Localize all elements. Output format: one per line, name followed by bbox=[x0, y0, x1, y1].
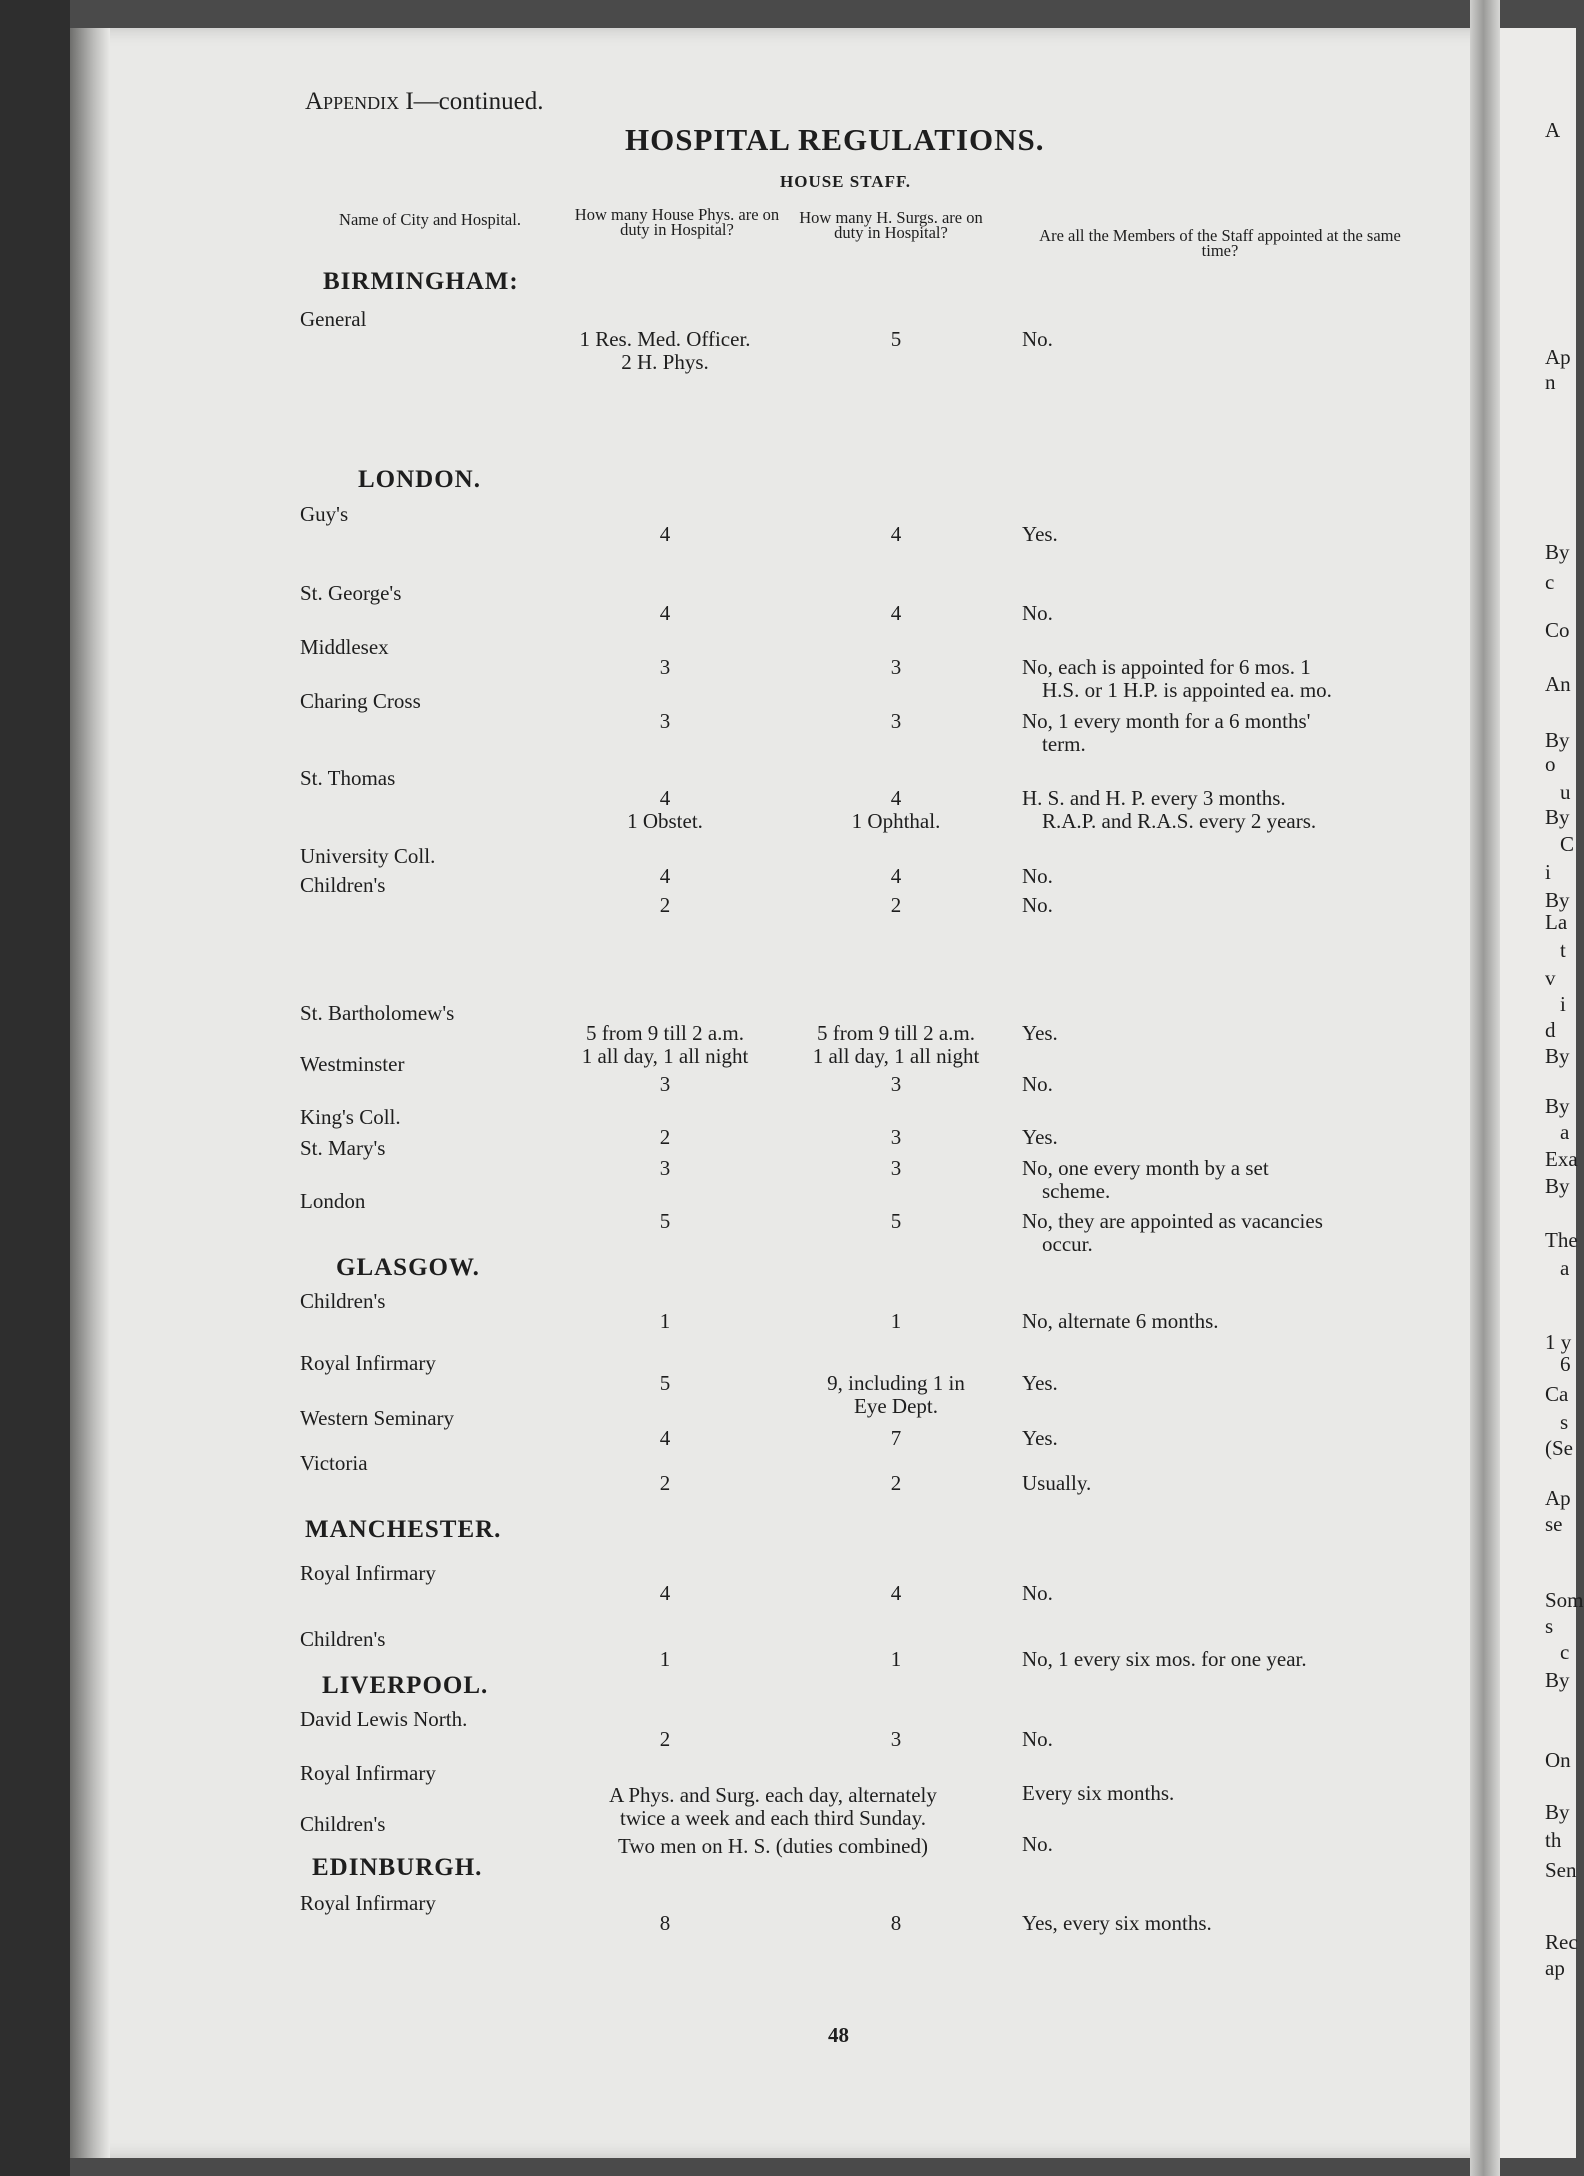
hospital-name: University Coll. bbox=[300, 844, 436, 868]
appointment-answer: No, they are appointed as vacancies bbox=[1022, 1209, 1323, 1233]
right-page-fragment: By bbox=[1545, 728, 1570, 752]
right-page-fragment: An bbox=[1545, 672, 1571, 696]
book-spine bbox=[0, 0, 70, 2176]
right-page-fragment: By bbox=[1545, 1094, 1570, 1118]
hospital-name: St. Thomas bbox=[300, 766, 396, 790]
house-surg-count: 1 bbox=[890, 1309, 902, 1333]
house-phys-count: 5 bbox=[659, 1209, 671, 1233]
house-surg-count: 3 bbox=[890, 1156, 902, 1180]
right-page-fragment: n bbox=[1545, 370, 1556, 394]
house-surg-count: 1 bbox=[890, 1647, 902, 1671]
appointment-answer: Yes. bbox=[1022, 1021, 1058, 1045]
hospital-name: St. George's bbox=[300, 581, 402, 605]
page-title: HOSPITAL REGULATIONS. bbox=[625, 122, 1045, 157]
right-page-fragment: Ap bbox=[1545, 1486, 1571, 1510]
right-page-fragment: Ap bbox=[1545, 345, 1571, 369]
appendix-suffix: I—continued. bbox=[399, 88, 544, 115]
appointment-answer: No. bbox=[1022, 601, 1053, 625]
right-page-fragment: Co bbox=[1545, 618, 1570, 642]
appointment-answer: No, one every month by a set bbox=[1022, 1156, 1269, 1180]
city-heading-manchester: MANCHESTER. bbox=[305, 1516, 502, 1543]
appointment-answer: Yes, every six months. bbox=[1022, 1911, 1212, 1935]
column-header-staff-appointed: Are all the Members of the Staff appointed at the same time? bbox=[1039, 226, 1401, 260]
right-page-fragment: a bbox=[1560, 1256, 1570, 1280]
house-surg-count: 4 bbox=[890, 1581, 902, 1605]
house-surg-count: 5 bbox=[890, 1209, 902, 1233]
right-page-fragment: 6 bbox=[1560, 1352, 1571, 1376]
right-page-fragment: Rec bbox=[1545, 1930, 1578, 1954]
house-surg-count: 3 bbox=[890, 1727, 902, 1751]
hospital-name: Middlesex bbox=[300, 635, 389, 659]
combined-staff-note: A Phys. and Surg. each day, alternately bbox=[609, 1783, 937, 1807]
appointment-answer: Every six months. bbox=[1022, 1781, 1175, 1805]
house-phys-count: 4 bbox=[659, 601, 671, 625]
appointment-answer: Yes. bbox=[1022, 1125, 1058, 1149]
house-phys-count: 4 bbox=[659, 522, 671, 546]
house-surg-count: 2 bbox=[890, 1471, 902, 1495]
house-phys-count: 8 bbox=[659, 1911, 671, 1935]
appointment-answer-cont: H.S. or 1 H.P. is appointed ea. mo. bbox=[1042, 678, 1332, 702]
appointment-answer: No. bbox=[1022, 1727, 1053, 1751]
right-page-fragment: s bbox=[1545, 1614, 1554, 1638]
hospital-name: Royal Infirmary bbox=[300, 1891, 436, 1915]
house-surg-count: 5 bbox=[890, 327, 902, 351]
house-phys-count: 4 bbox=[659, 1581, 671, 1605]
hospital-name: Victoria bbox=[300, 1451, 368, 1475]
house-surg-count: 4 bbox=[890, 522, 902, 546]
hospital-name: St. Bartholomew's bbox=[300, 1001, 455, 1025]
city-heading-london: LONDON. bbox=[358, 466, 481, 493]
house-phys-count: 1 Res. Med. Officer. bbox=[579, 327, 751, 351]
house-phys-count: 5 from 9 till 2 a.m. bbox=[585, 1021, 745, 1045]
appointment-answer: No. bbox=[1022, 893, 1053, 917]
hospital-name: Children's bbox=[300, 1812, 386, 1836]
appendix-heading bbox=[305, 88, 543, 116]
appointment-answer: Yes. bbox=[1022, 1371, 1058, 1395]
right-page-fragment: Som bbox=[1545, 1588, 1584, 1612]
right-page-fragment: i bbox=[1560, 992, 1566, 1016]
house-surg-count: 7 bbox=[890, 1426, 902, 1450]
house-surg-extra: Eye Dept. bbox=[854, 1394, 938, 1418]
hospital-name: Children's bbox=[300, 873, 386, 897]
house-surg-count: 3 bbox=[890, 1072, 902, 1096]
house-surg-count: 8 bbox=[890, 1911, 902, 1935]
right-page-fragment: s bbox=[1560, 1410, 1569, 1434]
appointment-answer: No, each is appointed for 6 mos. 1 bbox=[1022, 655, 1311, 679]
right-page-fragment: v bbox=[1545, 966, 1556, 990]
combined-staff-note-cont: twice a week and each third Sunday. bbox=[620, 1806, 926, 1830]
right-page-fragment: se bbox=[1545, 1512, 1563, 1536]
right-page-fragment: i bbox=[1545, 860, 1551, 884]
hospital-name: Charing Cross bbox=[300, 689, 421, 713]
column-header-name: Name of City and Hospital. bbox=[339, 210, 521, 229]
house-phys-count: 2 bbox=[659, 1125, 671, 1149]
appointment-answer: Usually. bbox=[1022, 1471, 1092, 1495]
house-phys-count: 2 bbox=[659, 1727, 671, 1751]
house-surg-count: 3 bbox=[890, 655, 902, 679]
right-page-fragment: By bbox=[1545, 1800, 1570, 1824]
right-page-fragment: La bbox=[1545, 910, 1568, 934]
right-page-fragment: By bbox=[1545, 1668, 1570, 1692]
right-page-fragment: ap bbox=[1545, 1956, 1565, 1980]
house-surg-count: 2 bbox=[890, 893, 902, 917]
right-page-fragment: u bbox=[1560, 780, 1571, 804]
appointment-answer: No. bbox=[1022, 1581, 1053, 1605]
house-phys-count: 3 bbox=[659, 655, 671, 679]
house-surg-count: 9, including 1 in bbox=[827, 1371, 965, 1395]
hospital-name: Royal Infirmary bbox=[300, 1561, 436, 1585]
combined-staff-note: Two men on H. S. (duties combined) bbox=[618, 1834, 928, 1858]
right-page-fragment: A bbox=[1545, 118, 1561, 142]
appointment-answer: No, alternate 6 months. bbox=[1022, 1309, 1219, 1333]
right-page-fragment: a bbox=[1560, 1120, 1570, 1144]
right-page-fragment: c bbox=[1545, 570, 1555, 594]
appointment-answer: No. bbox=[1022, 1832, 1053, 1856]
city-heading-glasgow: GLASGOW. bbox=[336, 1254, 480, 1281]
right-page-fragment: (Se bbox=[1545, 1436, 1573, 1460]
hospital-name: Westminster bbox=[300, 1052, 405, 1076]
house-surg-extra: 1 Ophthal. bbox=[851, 809, 941, 833]
city-heading-birmingham: BIRMINGHAM: bbox=[323, 268, 519, 295]
right-page-fragment: th bbox=[1545, 1828, 1562, 1852]
right-page-fragment: C bbox=[1560, 832, 1575, 856]
house-phys-count: 1 bbox=[659, 1309, 671, 1333]
hospital-name: Children's bbox=[300, 1627, 386, 1651]
appointment-answer: H. S. and H. P. every 3 months. bbox=[1022, 786, 1286, 810]
house-surg-count: 4 bbox=[890, 864, 902, 888]
right-page-fragment: By bbox=[1545, 888, 1570, 912]
house-phys-count: 3 bbox=[659, 1156, 671, 1180]
hospital-name: Guy's bbox=[300, 502, 349, 526]
appointment-answer: No, 1 every month for a 6 months' bbox=[1022, 709, 1311, 733]
appointment-answer-cont: R.A.P. and R.A.S. every 2 years. bbox=[1042, 809, 1317, 833]
right-page-fragment: o bbox=[1545, 752, 1556, 776]
house-surg-count: 3 bbox=[890, 709, 902, 733]
house-surg-count: 4 bbox=[890, 601, 902, 625]
hospital-name: St. Mary's bbox=[300, 1136, 386, 1160]
appointment-answer: Yes. bbox=[1022, 1426, 1058, 1450]
hospital-name: Children's bbox=[300, 1289, 386, 1313]
right-page-fragment: t bbox=[1560, 938, 1566, 962]
right-page-fragment: 1 y bbox=[1545, 1330, 1572, 1354]
house-surg-count: 3 bbox=[890, 1125, 902, 1149]
house-phys-count: 2 bbox=[659, 1471, 671, 1495]
right-page-fragment: On bbox=[1545, 1748, 1571, 1772]
hospital-name: Western Seminary bbox=[300, 1406, 455, 1430]
right-page-fragment: Sen bbox=[1545, 1858, 1577, 1882]
appointment-answer-cont: occur. bbox=[1042, 1232, 1093, 1256]
column-header-house-phys: How many House Phys. are on duty in Hospital? bbox=[574, 205, 780, 239]
house-phys-extra: 2 H. Phys. bbox=[621, 350, 709, 374]
hospital-name: King's Coll. bbox=[300, 1105, 401, 1129]
house-phys-count: 4 bbox=[659, 864, 671, 888]
section-subtitle: HOUSE STAFF. bbox=[780, 172, 912, 191]
appendix-prefix: Appendix bbox=[305, 88, 400, 115]
hospital-name: Royal Infirmary bbox=[300, 1351, 436, 1375]
appointment-answer-cont: scheme. bbox=[1042, 1179, 1111, 1203]
right-page-fragment: By bbox=[1545, 1174, 1570, 1198]
house-phys-extra: 1 Obstet. bbox=[627, 809, 703, 833]
house-surg-count: 5 from 9 till 2 a.m. bbox=[816, 1021, 976, 1045]
page-edge-shadow bbox=[70, 28, 110, 2158]
page-number: 48 bbox=[828, 2023, 849, 2047]
hospital-name: General bbox=[300, 307, 367, 331]
right-page-fragment: The bbox=[1545, 1228, 1578, 1252]
house-surg-extra: 1 all day, 1 all night bbox=[812, 1044, 980, 1068]
appointment-answer: No. bbox=[1022, 327, 1053, 351]
book-gutter bbox=[1470, 0, 1500, 2176]
house-phys-count: 5 bbox=[659, 1371, 671, 1395]
house-phys-count: 4 bbox=[659, 1426, 671, 1450]
right-page-fragment: Ca bbox=[1545, 1382, 1569, 1406]
appointment-answer-cont: term. bbox=[1042, 732, 1086, 756]
right-page-fragment: d bbox=[1545, 1018, 1556, 1042]
appointment-answer: Yes. bbox=[1022, 522, 1058, 546]
hospital-name: David Lewis North. bbox=[300, 1707, 468, 1731]
appointment-answer: No, 1 every six mos. for one year. bbox=[1022, 1647, 1307, 1671]
house-phys-count: 3 bbox=[659, 1072, 671, 1096]
hospital-name: London bbox=[300, 1189, 366, 1213]
house-phys-extra: 1 all day, 1 all night bbox=[581, 1044, 749, 1068]
house-phys-count: 2 bbox=[659, 893, 671, 917]
right-page-fragment: By bbox=[1545, 540, 1570, 564]
city-heading-edinburgh: EDINBURGH. bbox=[312, 1854, 483, 1881]
house-phys-count: 3 bbox=[659, 709, 671, 733]
column-header-house-surgs: How many H. Surgs. are on duty in Hospital? bbox=[799, 208, 983, 242]
right-page-fragment: By bbox=[1545, 1044, 1570, 1068]
house-surg-count: 4 bbox=[890, 786, 902, 810]
house-phys-count: 4 bbox=[659, 786, 671, 810]
right-page-fragment: By bbox=[1545, 805, 1570, 829]
right-page-fragment: Exa bbox=[1545, 1147, 1578, 1171]
appointment-answer: No. bbox=[1022, 1072, 1053, 1096]
city-heading-liverpool: LIVERPOOL. bbox=[322, 1672, 489, 1699]
appointment-answer: No. bbox=[1022, 864, 1053, 888]
right-page-fragment: c bbox=[1560, 1640, 1570, 1664]
house-phys-count: 1 bbox=[659, 1647, 671, 1671]
hospital-name: Royal Infirmary bbox=[300, 1761, 436, 1785]
